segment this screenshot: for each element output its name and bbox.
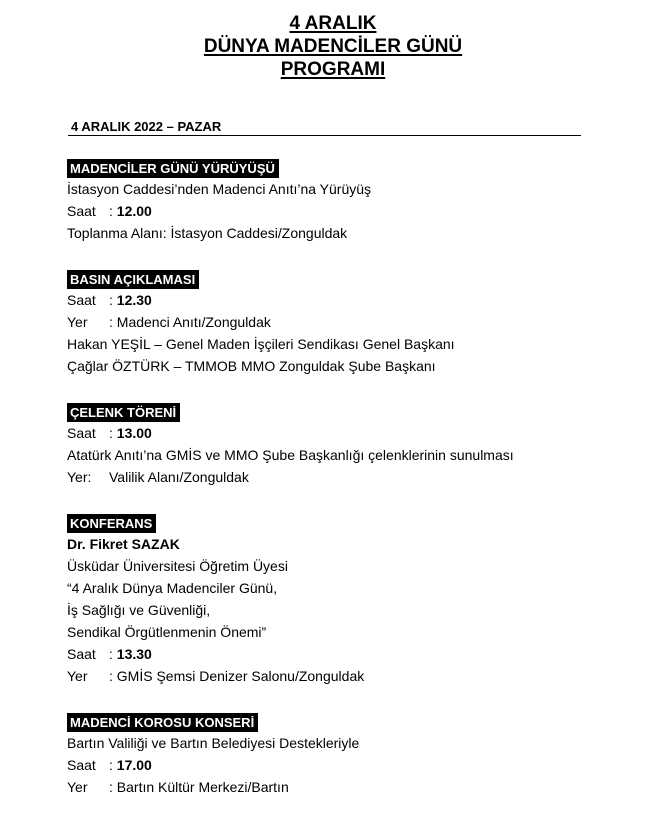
title-line-3: PROGRAMI bbox=[280, 59, 386, 80]
section-concert bbox=[67, 713, 627, 798]
concert-place-row bbox=[67, 776, 627, 798]
conference-speaker: Dr. Fikret SAZAK bbox=[67, 536, 180, 552]
section-press bbox=[67, 270, 627, 377]
time-label: Saat bbox=[67, 757, 96, 773]
conference-affiliation: Üsküdar Üniversitesi Öğretim Üyesi bbox=[67, 558, 288, 574]
march-time: 12.00 bbox=[116, 203, 152, 219]
concert-time-row bbox=[67, 754, 627, 776]
wreath-time-row bbox=[67, 422, 627, 444]
time-separator: : bbox=[109, 646, 113, 662]
press-place-row bbox=[67, 311, 627, 333]
section-wreath bbox=[67, 403, 627, 488]
wreath-time: 13.00 bbox=[116, 425, 152, 441]
conference-place: : GMİS Şemsi Denizer Salonu/Zonguldak bbox=[109, 668, 365, 684]
section-march bbox=[67, 159, 627, 244]
conference-topic-line-1: “4 Aralık Dünya Madenciler Günü, bbox=[67, 580, 278, 596]
time-separator: : bbox=[109, 292, 113, 308]
section-heading-press: BASIN AÇIKLAMASI bbox=[67, 270, 199, 289]
time-label: Saat bbox=[67, 425, 96, 441]
place-label: Yer bbox=[67, 779, 88, 795]
event-date-text: 4 ARALIK 2022 – PAZAR bbox=[71, 119, 222, 134]
wreath-place: Valilik Alanı/Zonguldak bbox=[109, 469, 249, 485]
conference-time-row bbox=[67, 643, 627, 665]
section-conference bbox=[67, 514, 627, 687]
section-heading-march: MADENCİLER GÜNÜ YÜRÜYÜŞÜ bbox=[67, 159, 279, 178]
time-separator: : bbox=[109, 203, 113, 219]
press-time-row bbox=[67, 289, 627, 311]
press-speaker-1: Hakan YEŞİL – Genel Maden İşçileri Sendikası Genel Başkanı bbox=[67, 336, 455, 352]
conference-time: 13.30 bbox=[116, 646, 152, 662]
section-heading-wreath: ÇELENK TÖRENİ bbox=[67, 403, 180, 422]
conference-place-row bbox=[67, 665, 627, 687]
time-label: Saat bbox=[67, 292, 96, 308]
time-separator: : bbox=[109, 757, 113, 773]
section-heading-concert: MADENCİ KOROSU KONSERİ bbox=[67, 713, 258, 732]
concert-sponsor: Bartın Valiliği ve Bartın Belediyesi Destekleriyle bbox=[67, 735, 360, 751]
event-date bbox=[68, 119, 581, 136]
conference-topic-line-2: İş Sağlığı ve Güvenliği, bbox=[67, 602, 211, 618]
title-line-2: DÜNYA MADENCİLER GÜNÜ bbox=[203, 36, 463, 57]
wreath-place-row bbox=[67, 466, 627, 488]
press-place: : Madenci Anıtı/Zonguldak bbox=[109, 314, 271, 330]
time-label: Saat bbox=[67, 203, 96, 219]
march-gathering: Toplanma Alanı: İstasyon Caddesi/Zonguldak bbox=[67, 225, 348, 241]
title-line-1: 4 ARALIK bbox=[289, 13, 377, 34]
place-label: Yer bbox=[67, 314, 88, 330]
time-label: Saat bbox=[67, 646, 96, 662]
time-separator: : bbox=[109, 425, 113, 441]
concert-place: : Bartın Kültür Merkezi/Bartın bbox=[109, 779, 289, 795]
press-speaker-2: Çağlar ÖZTÜRK – TMMOB MMO Zonguldak Şube Başkanı bbox=[67, 358, 436, 374]
march-time-row bbox=[67, 200, 627, 222]
document-title bbox=[0, 12, 666, 81]
press-time: 12.30 bbox=[116, 292, 152, 308]
section-heading-conference: KONFERANS bbox=[67, 514, 156, 533]
place-label: Yer bbox=[67, 668, 88, 684]
march-route: İstasyon Caddesi’nden Madenci Anıtı’na Yürüyüş bbox=[67, 181, 372, 197]
wreath-description: Atatürk Anıtı’na GMİS ve MMO Şube Başkanlığı çelenklerinin sunulması bbox=[67, 447, 514, 463]
place-label: Yer: bbox=[67, 469, 92, 485]
conference-topic-line-3: Sendikal Örgütlenmenin Önemi” bbox=[67, 624, 267, 640]
concert-time: 17.00 bbox=[116, 757, 152, 773]
